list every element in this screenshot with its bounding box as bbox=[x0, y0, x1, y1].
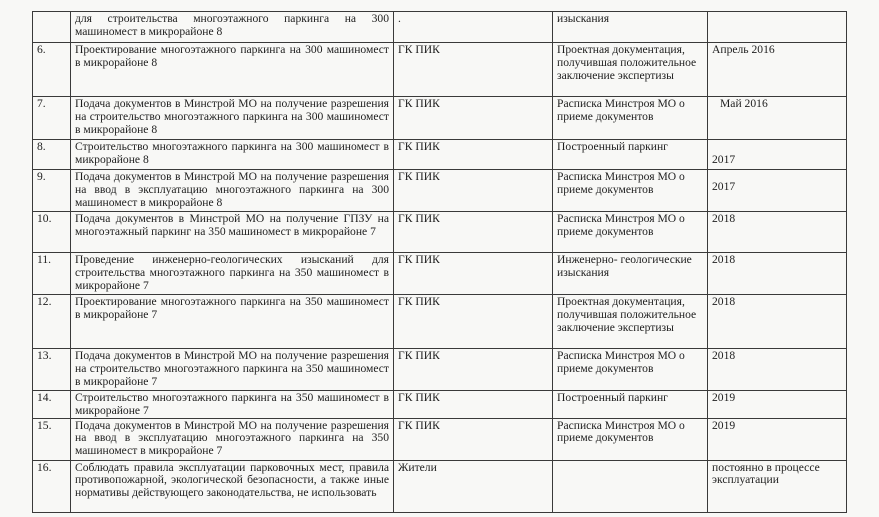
row-number: 15. bbox=[33, 418, 71, 460]
task-description: Строительство многоэтажного паркинга на 350 машиномест в микрорайоне 7 bbox=[71, 391, 394, 419]
table-row bbox=[33, 349, 847, 391]
row-number: 8. bbox=[33, 140, 71, 170]
deadline: 2018 bbox=[708, 212, 847, 253]
task-description: Подача документов в Минстрой МО на получение разрешения на строительство многоэтажного паркинга на 350 машиномест в микрорайоне 7 bbox=[71, 349, 394, 391]
executor: ГК ПИК bbox=[394, 349, 553, 391]
result: Инженерно- геологические изыскания bbox=[553, 253, 708, 295]
table-row bbox=[33, 391, 847, 419]
result: Расписка Минстроя МО о приеме документов bbox=[553, 418, 708, 460]
executor: ГК ПИК bbox=[394, 140, 553, 170]
result: Проектная документация, получившая положительное заключение экспертизы bbox=[553, 295, 708, 349]
deadline: постоянно в процессе эксплуатации bbox=[708, 460, 847, 512]
executor: ГК ПИК bbox=[394, 295, 553, 349]
row-number: 13. bbox=[33, 349, 71, 391]
table-row bbox=[33, 97, 847, 140]
row-number: 14. bbox=[33, 391, 71, 419]
task-description: Подача документов в Минстрой МО на получение ГПЗУ на многоэтажный паркинг на 350 машиномест в микрорайоне 7 bbox=[71, 212, 394, 253]
executor: ГК ПИК bbox=[394, 43, 553, 97]
result: Расписка Минстроя МО о приеме документов bbox=[553, 349, 708, 391]
deadline: 2017 bbox=[708, 140, 847, 170]
task-description: Проведение инженерно-геологических изысканий для строительства многоэтажного паркинга на 350 машиномест в микрорайоне 7 bbox=[71, 253, 394, 295]
row-number: 6. bbox=[33, 43, 71, 97]
row-number: 16. bbox=[33, 460, 71, 512]
result: Построенный паркинг bbox=[553, 391, 708, 419]
task-description: Проектирование многоэтажного паркинга на 350 машиномест в микрорайоне 7 bbox=[71, 295, 394, 349]
row-number bbox=[33, 12, 71, 43]
result: Расписка Минстроя МО о приеме документов bbox=[553, 212, 708, 253]
task-description: Подача документов в Минстрой МО на получение разрешения на строительство многоэтажного паркинга на 300 машиномест в микрорайоне 8 bbox=[71, 97, 394, 140]
result: Построенный паркинг bbox=[553, 140, 708, 170]
deadline: 2019 bbox=[708, 418, 847, 460]
action-plan-table bbox=[32, 11, 847, 513]
executor: ГК ПИК bbox=[394, 253, 553, 295]
table-row bbox=[33, 460, 847, 512]
row-number: 10. bbox=[33, 212, 71, 253]
row-number: 12. bbox=[33, 295, 71, 349]
deadline: 2018 bbox=[708, 253, 847, 295]
executor: Жители bbox=[394, 460, 553, 512]
row-number: 7. bbox=[33, 97, 71, 140]
result: изыскания bbox=[553, 12, 708, 43]
deadline bbox=[708, 12, 847, 43]
task-description: Проектирование многоэтажного паркинга на 300 машиномест в микрорайоне 8 bbox=[71, 43, 394, 97]
deadline: Апрель 2016 bbox=[708, 43, 847, 97]
task-description: Подача документов в Минстрой МО на получение разрешения на ввод в эксплуатацию многоэтажного паркинга на 300 машиномест в микрорайоне 8 bbox=[71, 170, 394, 212]
table-row bbox=[33, 295, 847, 349]
executor: . bbox=[394, 12, 553, 43]
table-row bbox=[33, 212, 847, 253]
table-row bbox=[33, 170, 847, 212]
result bbox=[553, 460, 708, 512]
table-row bbox=[33, 140, 847, 170]
result: Расписка Минстроя МО о приеме документов bbox=[553, 97, 708, 140]
row-number: 11. bbox=[33, 253, 71, 295]
table-row bbox=[33, 12, 847, 43]
executor: ГК ПИК bbox=[394, 418, 553, 460]
deadline: 2019 bbox=[708, 391, 847, 419]
deadline: 2018 bbox=[708, 295, 847, 349]
table-row bbox=[33, 43, 847, 97]
executor: ГК ПИК bbox=[394, 391, 553, 419]
deadline: 2018 bbox=[708, 349, 847, 391]
task-description: Подача документов в Минстрой МО на получение разрешения на ввод в эксплуатацию многоэтажного паркинга на 350 машиномест в микрорайоне 7 bbox=[71, 418, 394, 460]
table-row bbox=[33, 253, 847, 295]
table-row bbox=[33, 418, 847, 460]
executor: ГК ПИК bbox=[394, 97, 553, 140]
task-description: Соблюдать правила эксплуатации парковочных мест, правила противопожарной, экологической безопасности, а также иные нормативы действующего законодательства, не использовать bbox=[71, 460, 394, 512]
executor: ГК ПИК bbox=[394, 170, 553, 212]
deadline: 2017 bbox=[708, 170, 847, 212]
task-description: Строительство многоэтажного паркинга на 300 машиномест в микрорайоне 8 bbox=[71, 140, 394, 170]
executor: ГК ПИК bbox=[394, 212, 553, 253]
deadline: Май 2016 bbox=[708, 97, 847, 140]
result: Расписка Минстроя МО о приеме документов bbox=[553, 170, 708, 212]
row-number: 9. bbox=[33, 170, 71, 212]
result: Проектная документация, получившая положительное заключение экспертизы bbox=[553, 43, 708, 97]
task-description: для строительства многоэтажного паркинга на 300 машиномест в микрорайоне 8 bbox=[71, 12, 394, 43]
